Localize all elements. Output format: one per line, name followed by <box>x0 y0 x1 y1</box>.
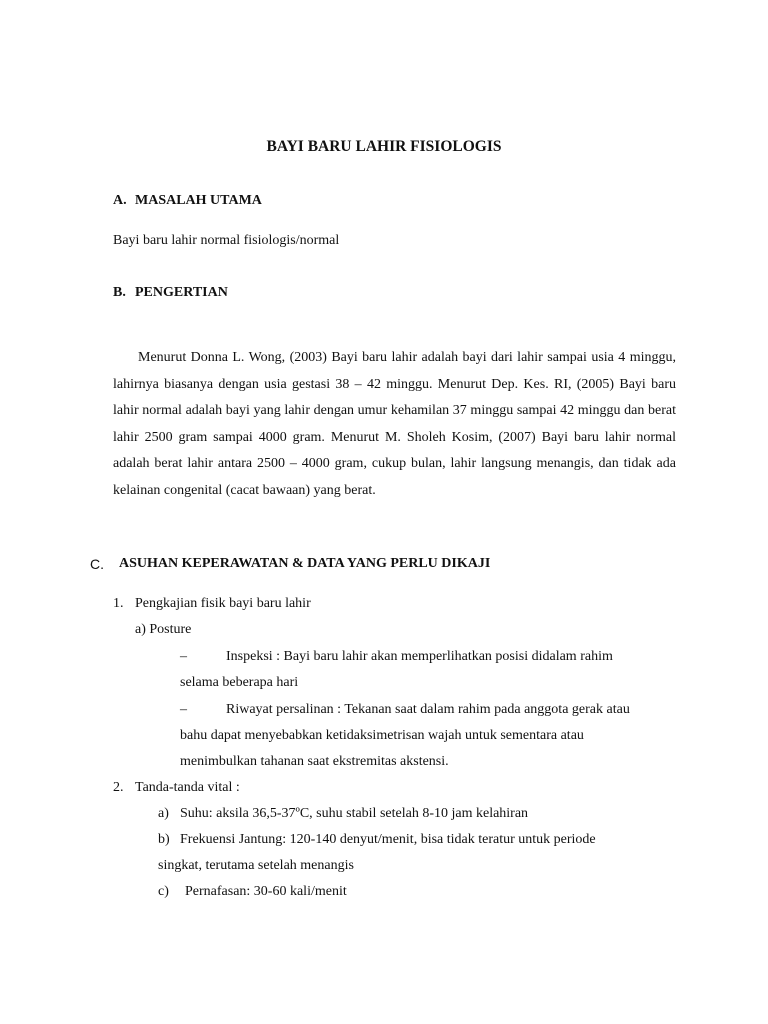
bullet-2-line-2: bahu dapat menyebabkan ketidaksimetrisan wajah untuk sementara atau <box>180 728 584 743</box>
item-2-number: 2. <box>113 780 124 795</box>
bullet-2-line-1: Riwayat persalinan : Tekanan saat dalam rahim pada anggota gerak atau <box>226 702 630 717</box>
item-1-number: 1. <box>113 596 124 611</box>
section-a-text: Bayi baru lahir normal fisiologis/normal <box>113 233 340 248</box>
section-b-heading: PENGERTIAN <box>135 285 228 300</box>
item-2-a-label: a) <box>158 806 169 821</box>
section-b-letter: B. <box>113 285 126 300</box>
section-c-letter: C. <box>90 556 104 572</box>
page-title: BAYI BARU LAHIR FISIOLOGIS <box>266 138 502 155</box>
item-2-text: Tanda-tanda vital : <box>135 780 240 795</box>
section-c-heading: ASUHAN KEPERAWATAN & DATA YANG PERLU DIKAJI <box>119 556 491 571</box>
item-2-b-text-line-2: singkat, terutama setelah menangis <box>158 858 354 873</box>
item-2-a-text: Suhu: aksila 36,5-37ºC, suhu stabil setelah 8-10 jam kelahiran <box>180 806 529 821</box>
section-a-letter: A. <box>113 193 127 208</box>
item-2-b-label: b) <box>158 832 170 847</box>
bullet-2-line-3: menimbulkan tahanan saat ekstremitas akstensi. <box>180 754 449 769</box>
item-2-b-text-line-1: Frekuensi Jantung: 120-140 denyut/menit, bisa tidak teratur untuk periode <box>180 832 596 847</box>
section-b-paragraph: Menurut Donna L. Wong, (2003) Bayi baru lahir adalah bayi dari lahir sampai usia 4 minggu, lahirnya biasanya dengan usia gestasi 38 – 42 minggu. Menurut Dep. Kes. RI, (2005) Bayi baru lahir normal adalah bayi yang lahir dengan umur kehamilan 37 minggu sampai 42 minggu dan berat lahir 2500 gram sampai 4000 gram. Menurut M. Sholeh Kosim, (2007) Bayi baru lahir normal adalah berat lahir antara 2500 – 4000 gram, cukup bulan, lahir langsung menangis, dan tidak ada kelainan congenital (cacat bawaan) yang berat. <box>113 350 676 498</box>
item-1-text: Pengkajian fisik bayi baru lahir <box>135 596 311 611</box>
item-2-c-text: Pernafasan: 30-60 kali/menit <box>185 884 347 899</box>
section-a-heading: MASALAH UTAMA <box>135 193 262 208</box>
bullet-1-dash: – <box>180 649 187 664</box>
item-2-c-label: c) <box>158 884 169 899</box>
bullet-1-line-2: selama beberapa hari <box>180 675 299 690</box>
item-1-sub-a: a) Posture <box>135 622 192 637</box>
bullet-1-line-1: Inspeksi : Bayi baru lahir akan memperlihatkan posisi didalam rahim <box>226 649 613 664</box>
bullet-2-dash: – <box>180 702 187 717</box>
